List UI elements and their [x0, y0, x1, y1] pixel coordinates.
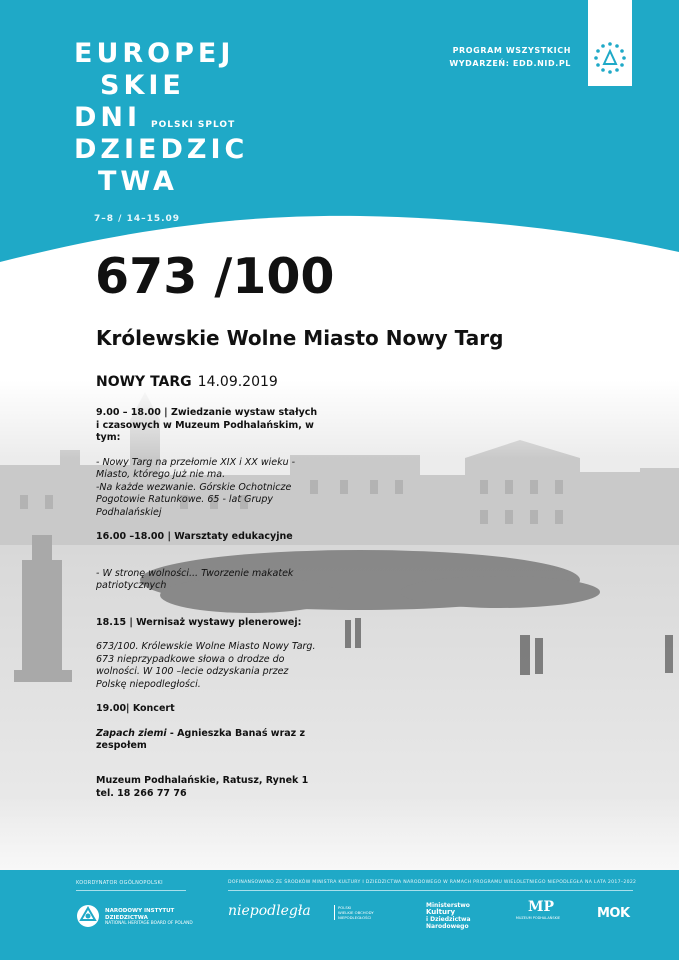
schedule-item-3-detail: 673/100. Królewskie Wolne Miasto Nowy Targ. 673 nieprzypadkowe słowa o drodze do wolności. W 100 –lecie odzyskania przez Polskę niepodległości.	[96, 641, 316, 690]
spacer	[96, 544, 321, 556]
logo-line-2: SKIE	[100, 70, 185, 101]
concert-title: Zapach ziemi	[96, 727, 167, 739]
nid-name-2: DZIEDZICTWA	[105, 914, 148, 921]
schedule-item-2-time: 16.00 –18.00 | Warsztaty edukacyjne	[96, 531, 293, 542]
funding-divider	[228, 890, 633, 891]
nid-name-3: NATIONAL HERITAGE BOARD OF POLAND	[105, 921, 193, 926]
ministry-line-1: Ministerstwo	[426, 902, 470, 909]
schedule-item-1-detail-1: - Nowy Targ na przełomie XIX i XX wieku - Miasto, którego już nie ma.	[96, 456, 296, 480]
schedule	[96, 407, 321, 753]
ministry-line-4: Narodowego	[426, 923, 469, 930]
spacer	[96, 605, 321, 617]
nid-knot-icon	[76, 904, 100, 928]
venue-address: Muzeum Podhalańskie, Ratusz, Rynek 1	[96, 775, 309, 786]
mp-subtitle: MUZEUM PODHALAŃSKIE	[515, 916, 561, 920]
logo-line-4: DZIEDZIC	[74, 134, 249, 165]
nid-name-1: NARODOWY INSTYTUT	[105, 908, 175, 914]
edd-logo	[74, 38, 249, 224]
schedule-item-2-detail: - W stronę wolności... Tworzenie makatek patriotycznych	[96, 567, 294, 591]
niepodlegla-wordmark: niepodległa	[228, 903, 311, 919]
logo-subtitle: POLSKI SPLOT	[151, 120, 236, 130]
coordinator-divider	[76, 890, 186, 891]
schedule-item-4-time: 19.00| Koncert	[96, 703, 175, 714]
niepodlegla-sub-3: NIEPODLEGŁOŚCI	[338, 915, 372, 920]
ministry-logo	[426, 902, 471, 930]
logo-line-3: DNI	[74, 102, 142, 133]
ministry-line-3: i Dziedzictwa	[426, 916, 471, 923]
program-info	[449, 44, 571, 70]
niepodlegla-sub-2: WIELKIE OBCHODY	[338, 910, 374, 915]
concert-performer: - Agnieszka Banaś wraz z zespołem	[96, 727, 306, 751]
eu-stars-icon	[592, 40, 628, 76]
niepodlegla-logo	[228, 903, 374, 920]
schedule-item-1-detail-2: -Na każde wezwanie. Górskie Ochotnicze Pogotowie Ratunkowe. 65 - lat Grupy Podhalańskiej	[96, 481, 292, 518]
coordinator-label: KOORDYNATOR OGÓLNOPOLSKI	[76, 880, 163, 886]
event-title: 673 /100	[95, 248, 335, 305]
schedule-item-3-time: 18.15 | Wernisaż wystawy plenerowej:	[96, 616, 302, 628]
city-date	[96, 374, 278, 390]
logo-line-1: EUROPEJ	[74, 38, 235, 69]
logo-line-5: TWA	[98, 166, 178, 197]
mp-wordmark: MP	[527, 899, 555, 915]
muzeum-podhalanskie-logo	[515, 898, 561, 920]
event-dates: 7–8 / 14–15.09	[94, 214, 181, 224]
schedule-item-4-detail	[96, 728, 321, 753]
city-name: NOWY TARG	[96, 374, 192, 390]
nid-logo	[76, 902, 196, 932]
ministry-line-2: Kultury	[426, 908, 456, 916]
spacer	[96, 556, 321, 568]
venue-info	[96, 775, 308, 800]
schedule-item-1-time: 9.00 – 18.00 | Zwiedzanie wystaw stałych i czasowych w Muzeum Podhalańskim, w tym:	[96, 407, 318, 443]
niepodlegla-sub-1: POLSKI	[338, 905, 352, 910]
event-subtitle: Królewskie Wolne Miasto Nowy Targ	[96, 326, 504, 350]
program-line-1: PROGRAM WSZYSTKICH	[452, 46, 571, 55]
venue-phone: tel. 18 266 77 76	[96, 787, 187, 799]
program-line-2: WYDARZEŃ: EDD.NID.PL	[449, 59, 571, 68]
event-date: 14.09.2019	[197, 374, 278, 390]
eu-stars-badge	[588, 0, 632, 86]
mok-logo: MOK	[597, 906, 630, 921]
funding-label: DOFINANSOWANO ZE ŚRODKÓW MINISTRA KULTURY I DZIEDZICTWA NARODOWEGO W RAMACH PROGRAMU WIELOLETNIEGO NIEPODLEGŁA NA LATA 2017–2022	[228, 880, 637, 885]
